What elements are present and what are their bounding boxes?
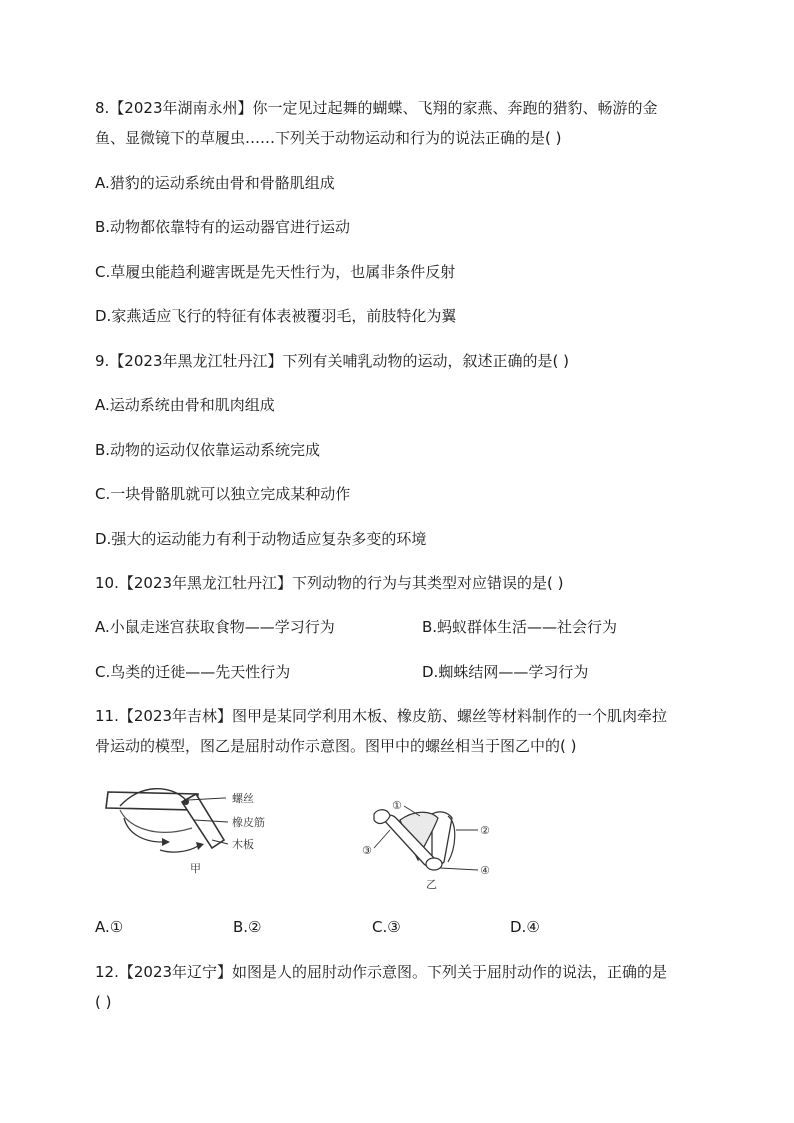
q11-option-b: B.② [233, 918, 262, 936]
figure-yi-drawing [360, 800, 510, 895]
q11-option-d: D.④ [510, 918, 540, 936]
yi-marker-4: ④ [480, 864, 490, 877]
q8-stem-line-2: 鱼、显微镜下的草履虫……下列关于动物运动和行为的说法正确的是( ) [95, 129, 562, 147]
q12-stem-line-2: ( ) [95, 993, 112, 1011]
jia-label-rubber-band: 橡皮筋 [232, 816, 265, 829]
yi-marker-3: ③ [362, 844, 372, 857]
q10-option-c: C.鸟类的迁徙——先天性行为 [95, 663, 291, 681]
jia-label-screw: 螺丝 [232, 792, 254, 805]
q9-option-d: D.强大的运动能力有利于动物适应复杂多变的环境 [95, 530, 427, 548]
q9-option-c: C.一块骨骼肌就可以独立完成某种动作 [95, 485, 351, 503]
q11-option-c: C.③ [372, 918, 401, 936]
yi-caption: 乙 [426, 878, 437, 891]
q8-stem-line-1: 8.【2023年湖南永州】你一定见过起舞的蝴蝶、飞翔的家燕、奔跑的猎豹、畅游的金 [95, 99, 658, 117]
q8-option-c: C.草履虫能趋利避害既是先天性行为，也属非条件反射 [95, 263, 456, 281]
q10-option-b: B.蚂蚁群体生活——社会行为 [422, 618, 618, 636]
q10-option-d: D.蜘蛛结网——学习行为 [422, 663, 589, 681]
q12-stem-line-1: 12.【2023年辽宁】如图是人的屈肘动作示意图。下列关于屈肘动作的说法，正确的是 [95, 963, 668, 981]
jia-label-board: 木板 [232, 838, 254, 851]
q11-option-a: A.① [95, 918, 124, 936]
q11-stem-line-2: 骨运动的模型，图乙是屈肘动作示意图。图甲中的螺丝相当于图乙中的( ) [95, 737, 577, 755]
yi-marker-2: ② [480, 824, 490, 837]
yi-marker-1: ① [392, 800, 402, 812]
q8-option-a: A.猎豹的运动系统由骨和骨骼肌组成 [95, 174, 335, 192]
figure-jia-drawing [100, 780, 330, 890]
q8-option-d: D.家燕适应飞行的特征有体表被覆羽毛，前肢特化为翼 [95, 307, 457, 325]
figure-jia [100, 780, 330, 890]
q9-option-b: B.动物的运动仅依靠运动系统完成 [95, 441, 321, 459]
jia-caption: 甲 [190, 862, 201, 875]
q10-option-a: A.小鼠走迷宫获取食物——学习行为 [95, 618, 335, 636]
q10-stem-line-1: 10.【2023年黑龙江牡丹江】下列动物的行为与其类型对应错误的是( ) [95, 574, 564, 592]
q8-option-b: B.动物都依靠特有的运动器官进行运动 [95, 218, 351, 236]
q9-stem-line-1: 9.【2023年黑龙江牡丹江】下列有关哺乳动物的运动，叙述正确的是( ) [95, 352, 569, 370]
q9-option-a: A.运动系统由骨和肌肉组成 [95, 396, 275, 414]
figure-yi [360, 800, 510, 895]
q11-stem-line-1: 11.【2023年吉林】图甲是某同学利用木板、橡皮筋、螺丝等材料制作的一个肌肉牵拉 [95, 707, 668, 725]
